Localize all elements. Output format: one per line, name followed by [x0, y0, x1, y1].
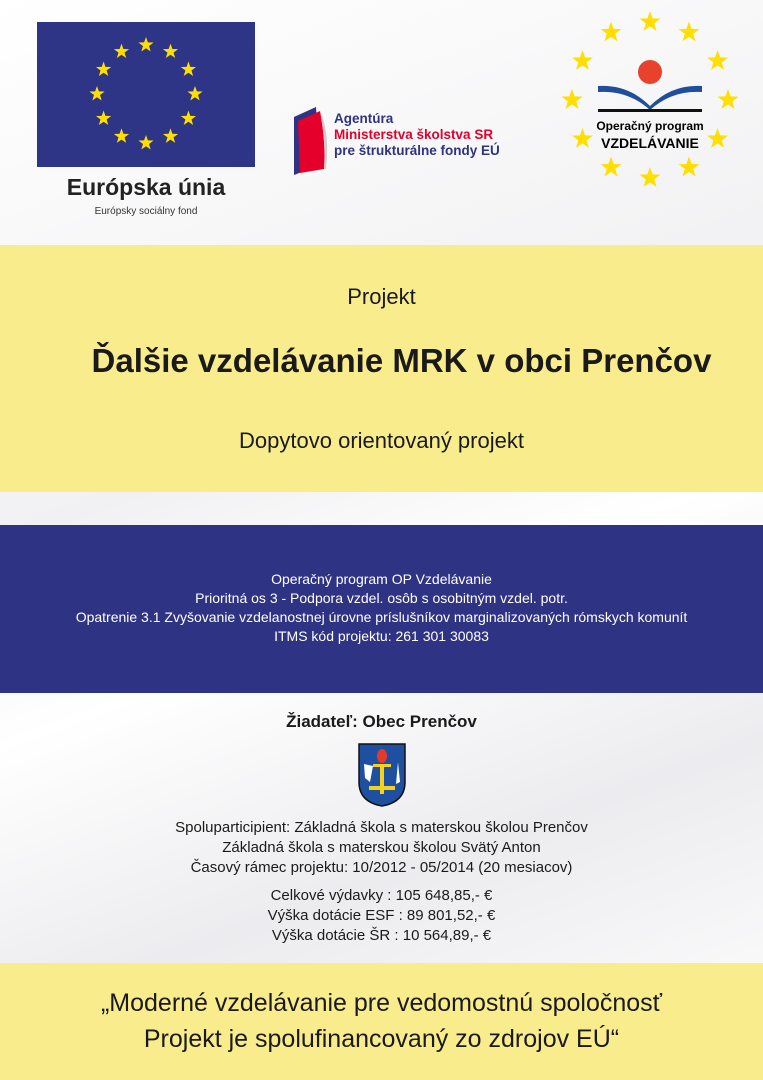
partners-info — [0, 818, 763, 878]
costs-info — [0, 886, 763, 946]
program-line: ITMS kód projektu: 261 301 30083 — [274, 628, 489, 644]
cost-line: Výška dotácie ESF : 89 801,52,- € — [267, 907, 496, 924]
star-icon — [138, 37, 153, 52]
star-icon — [640, 167, 661, 187]
agency-line-1: Agentúra — [334, 111, 394, 126]
star-icon — [640, 12, 661, 31]
star-icon — [718, 89, 739, 109]
star-icon — [89, 86, 104, 101]
eu-flag-logo — [37, 22, 255, 167]
partner-line: Spoluparticipient: Základná škola s materskou školou Prenčov — [175, 819, 588, 836]
star-icon — [572, 128, 593, 148]
cost-line: Výška dotácie ŠR : 10 564,89,- € — [271, 927, 492, 944]
program-info — [0, 570, 763, 646]
project-type: Dopytovo orientovaný projekt — [239, 428, 524, 453]
op-stars-icon — [558, 12, 738, 192]
agency-line-2: Ministerstva školstva SR — [334, 127, 494, 142]
eu-stars-icon — [37, 22, 255, 167]
program-line: Opatrenie 3.1 Zvyšovanie vzdelanostnej úrovne príslušníkov marginalizovaných rómskych komunít — [75, 609, 688, 625]
star-icon — [601, 22, 622, 42]
star-icon — [707, 128, 728, 148]
program-line: Prioritná os 3 - Podpora vzdel. osôb s osobitným vzdel. potr. — [195, 590, 568, 606]
star-icon — [163, 128, 178, 143]
star-icon — [601, 157, 622, 177]
slogan-line: „Moderné vzdelávanie pre vedomostnú spoločnosť — [100, 989, 663, 1017]
timeframe-line: Časový rámec projektu: 10/2012 - 05/2014 (20 mesiacov) — [190, 859, 573, 876]
project-label: Projekt — [347, 284, 416, 309]
star-icon — [96, 62, 111, 77]
star-icon — [572, 50, 593, 70]
star-icon — [96, 111, 111, 126]
agency-line-3: pre štrukturálne fondy EÚ — [334, 143, 500, 158]
slogan — [0, 985, 763, 1057]
program-line: Operačný program OP Vzdelávanie — [271, 571, 492, 587]
star-icon — [187, 86, 202, 101]
book-icon — [286, 103, 332, 179]
star-icon — [181, 111, 196, 126]
star-icon — [114, 44, 129, 58]
star-icon — [679, 22, 700, 42]
agency-logo — [286, 103, 536, 183]
eu-logo-subtitle: Európsky sociálny fond — [94, 206, 198, 217]
project-title: Ďalšie vzdelávanie MRK v obci Prenčov — [91, 342, 712, 379]
slogan-line: Projekt je spolufinancovaný zo zdrojov EÚ“ — [143, 1025, 620, 1053]
star-icon — [181, 62, 196, 77]
op-logo-line1: Operačný program — [596, 119, 704, 133]
star-icon — [679, 157, 700, 177]
applicant: Žiadateľ: Obec Prenčov — [286, 712, 477, 731]
coat-of-arms-icon — [357, 742, 407, 808]
star-icon — [562, 89, 583, 109]
op-vzdelavanie-logo — [558, 12, 738, 192]
star-icon — [114, 128, 129, 143]
cost-line: Celkové výdavky : 105 648,85,- € — [270, 887, 493, 904]
star-icon — [163, 44, 178, 58]
partner-line: Základná škola s materskou školou Svätý Anton — [222, 839, 541, 856]
op-logo-line2: VZDELÁVANIE — [601, 135, 699, 151]
star-icon — [138, 135, 153, 150]
eu-logo-title: Európska únia — [66, 174, 226, 200]
star-icon — [707, 50, 728, 70]
